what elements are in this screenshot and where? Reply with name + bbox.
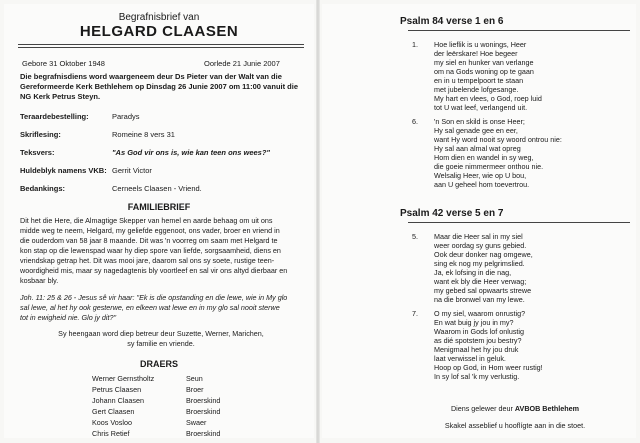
- pallbearer-relation: Broerskind: [186, 407, 221, 416]
- pallbearer-relation: Swaer: [186, 418, 207, 427]
- scripture-line: sal lewe, al het hy ook gesterwe, en elkeen wat lewe en in my glo sal nooit sterwe: [20, 303, 280, 312]
- verse-line: na die bronwel van my lewe.: [434, 295, 525, 304]
- verse-line: met jubelende lofgesange.: [434, 85, 519, 94]
- right-page: [322, 4, 636, 438]
- paragraph-line: kosbaar bly.: [20, 276, 59, 285]
- birth-date: Gebore 31 Oktober 1948: [22, 59, 105, 68]
- pallbearer-name: Gert Claasen: [92, 407, 135, 416]
- paragraph-line: vriendskap getrap het. Dit was mooi jare, daarom sal ons sy soete, rustige teen-: [20, 256, 275, 265]
- pallbearer-relation: Broer: [186, 385, 204, 394]
- verse-line: want ek bly die Heer verwag;: [434, 277, 527, 286]
- detail-label: Teraardebestelling:: [20, 112, 89, 121]
- paragraph-line: midde weg te neem, Helgard, my geliefde eggenoot, ons vader, broer en vriend in: [20, 226, 280, 235]
- pallbearer-name: Chris Retief: [92, 429, 130, 438]
- familiebrief-paragraph: [20, 216, 302, 286]
- verse-line: O my siel, waarom onrustig?: [434, 309, 526, 318]
- pallbearer-relation: Seun: [186, 374, 203, 383]
- left-page: [4, 4, 314, 438]
- service-intro: [20, 72, 300, 102]
- detail-label: Teksvers:: [20, 148, 55, 157]
- service-name: AVBOB Bethlehem: [514, 404, 580, 413]
- verse-line: aan U geheel hom toevertrou.: [434, 180, 530, 189]
- detail-value: Gerrit Victor: [112, 166, 152, 175]
- text-verse: "As God vir ons is, wie kan teen ons wees?": [112, 148, 270, 157]
- divider: [18, 47, 304, 48]
- verse-line: want Hy word nooit sy woord ontrou nie:: [434, 135, 562, 144]
- verse-line: Ook deur donker nag omgewe,: [434, 250, 533, 259]
- verse-line: 'n Son en skild is onse Heer;: [434, 117, 525, 126]
- verse-line: weer oordag sy guns gebied.: [434, 241, 527, 250]
- paragraph-line: woordigheid mis, maar sy nagedagtenis bly voortleef en sal vir ons altyd dierbaar en: [20, 266, 288, 275]
- divider: [18, 44, 304, 45]
- psalm-84-title: Psalm 84 verse 1 en 6: [400, 16, 504, 27]
- death-date: Oorlede 21 Junie 2007: [204, 59, 280, 68]
- verse-line: In sy lof sal 'k my verlustig.: [434, 372, 520, 381]
- verse-number: 5.: [412, 232, 418, 241]
- verse-line: Welsalig Heer, wie op U bou,: [434, 171, 527, 180]
- verse-line: om na Gods woning op te gaan: [434, 67, 534, 76]
- verse-line: sing ek nog my pelgrimslied.: [434, 259, 525, 268]
- intro-line: NG Kerk Petrus Steyn.: [20, 92, 101, 101]
- verse-number: 7.: [412, 309, 418, 318]
- paragraph-line: Dit het die Here, die Almagtige Skepper van hemel en aarde behaag om uit ons: [20, 216, 273, 225]
- pallbearer-name: Petrus Claasen: [92, 385, 142, 394]
- detail-label: Skriflesing:: [20, 130, 61, 139]
- verse-line: My hart en vlees, o God, roep luid: [434, 94, 542, 103]
- verse-line: tot U wat leef, verlangend uit.: [434, 103, 528, 112]
- page-fold: [316, 0, 320, 443]
- detail-label: Bedankings:: [20, 184, 66, 193]
- verse-line: en in u tempelpoort te staan: [434, 76, 524, 85]
- pallbearer-relation: Broerskind: [186, 396, 221, 405]
- scripture-quote: [20, 293, 302, 323]
- familiebrief-title: FAMILIEBRIEF: [127, 202, 191, 212]
- divider: [408, 222, 630, 223]
- scripture-line: Joh. 11: 25 & 26 - Jesus sê vir haar: "Ek is die opstanding en die lewe, wie in My glo: [20, 293, 288, 302]
- deceased-name: HELGARD CLAASEN: [79, 23, 239, 40]
- farewell-line: Sy heengaan word diep betreur deur Suzette, Werner, Marichen,: [58, 329, 264, 338]
- verse-line: my siel en hunker van verlange: [434, 58, 534, 67]
- detail-value: Paradys: [112, 112, 140, 121]
- pallbearer-name: Johann Claasen: [92, 396, 144, 405]
- farewell-text: [20, 329, 302, 349]
- verse-line: Ja, ek lofsing in die nag,: [434, 268, 512, 277]
- verse-line: Hy sal genade gee en eer,: [434, 126, 518, 135]
- card-heading: Begrafnisbrief van: [118, 12, 200, 23]
- verse-line: die goeie nimmermeer onthou nie.: [434, 162, 544, 171]
- detail-value: Cerneels Claasen - Vriend.: [112, 184, 202, 193]
- verse-line: der leërskare! Hoe begeer: [434, 49, 518, 58]
- intro-line: Gereformeerde Kerk Bethlehem op Dinsdag 26 Junie 2007 om 11:00 vanuit die: [20, 82, 299, 91]
- psalm-42-title: Psalm 42 verse 5 en 7: [400, 208, 504, 219]
- detail-label: Huldeblyk namens VKB:: [20, 166, 107, 175]
- pallbearers-title: DRAERS: [139, 359, 178, 369]
- farewell-line: sy familie en vriende.: [127, 339, 195, 348]
- verse-line: Maar die Heer sal in my siel: [434, 232, 523, 241]
- verse-number: 1.: [412, 40, 418, 49]
- service-prefix: Diens gelewer deur: [450, 404, 513, 413]
- intro-line: Die begrafnisdiens word waargeneem deur Ds Pieter van der Walt van die: [20, 72, 282, 81]
- verse-line: En wat buig jy jou in my?: [434, 318, 514, 327]
- verse-line: my gebed sal opwaarts strewe: [434, 286, 532, 295]
- verse-line: Waarom in Gods lof onlustig: [434, 327, 525, 336]
- pallbearer-relation: Broerskind: [186, 429, 221, 438]
- verse-line: Hom dien en wandel in sy weg,: [434, 153, 534, 162]
- verse-line: laat verwissel in geluk.: [434, 354, 506, 363]
- verse-number: 6.: [412, 117, 418, 126]
- pallbearer-name: Koos Vosloo: [92, 418, 132, 427]
- detail-value: Romeine 8 vers 31: [112, 130, 175, 139]
- verse-line: Hy sal aan almal wat opreg: [434, 144, 521, 153]
- pallbearer-name: Werner Gernstholtz: [92, 374, 155, 383]
- verse-line: as dié spotstem jou bestry?: [434, 336, 522, 345]
- verse-line: Hoe lieflik is u wonings, Heer: [434, 40, 527, 49]
- divider: [408, 30, 630, 31]
- paragraph-line: kon stap op die lewenspad waar hy diep spore van liefde, sorgsaamheid, diens en: [20, 246, 281, 255]
- paragraph-line: die ouderdom van 58 jaar 8 maande. Dit was 'n voorreg om saam met Helgard te: [20, 236, 278, 245]
- service-provider: [400, 404, 630, 413]
- verse-line: Menigmaal het hy jou druk: [434, 345, 519, 354]
- verse-line: Hoop op God, in Hom weer rustig!: [434, 363, 543, 372]
- scripture-line: tot in ewigheid nie. Glo jy dit?": [20, 313, 117, 322]
- procession-note: Skakel asseblief u hooflígte aan in die stoet.: [444, 421, 586, 430]
